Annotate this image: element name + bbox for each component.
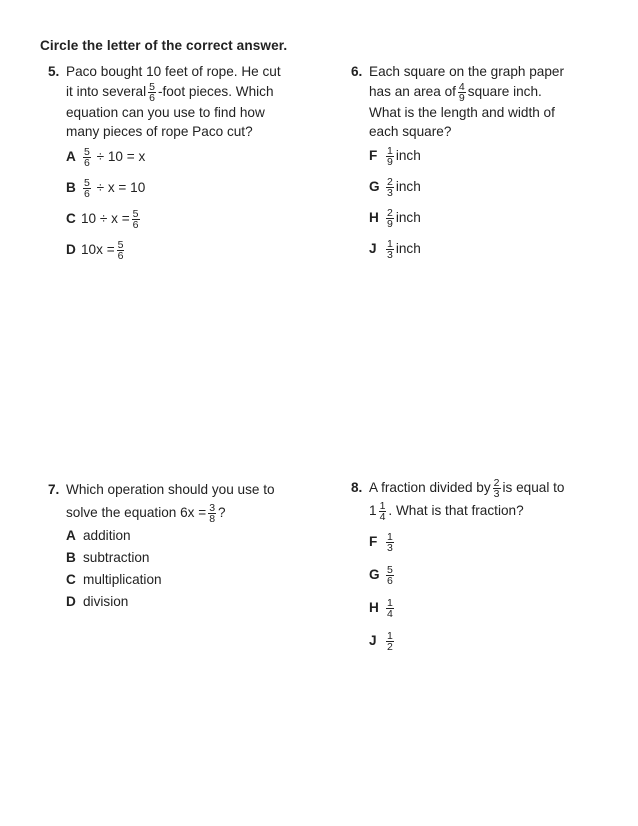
stem-text: -foot pieces. Which [157, 84, 274, 100]
option-letter: A [66, 528, 76, 543]
denominator: 6 [149, 92, 155, 104]
whole-number: 1 [369, 503, 377, 519]
numerator: 1 [387, 531, 393, 543]
denominator: 6 [117, 250, 124, 262]
option-letter: C [66, 572, 76, 587]
denominator: 9 [387, 156, 393, 168]
numerator: 2 [493, 477, 500, 489]
numerator: 2 [387, 176, 393, 188]
option-text: inch [395, 179, 421, 195]
fraction [148, 82, 156, 103]
fraction [386, 239, 394, 260]
option-text: addition [83, 528, 131, 543]
fraction [386, 208, 394, 229]
stem-text: is equal to [502, 480, 565, 496]
denominator: 4 [387, 608, 393, 620]
question-7 [48, 480, 328, 524]
numerator: 2 [387, 207, 393, 219]
numerator: 1 [387, 630, 393, 642]
stem-line [66, 503, 328, 524]
answer-option-j[interactable] [369, 239, 421, 260]
stem-line [369, 478, 613, 499]
question-8 [351, 478, 613, 522]
stem-text: square inch. [467, 84, 542, 100]
question-stem [369, 478, 613, 522]
stem-line: Which operation should you use to [66, 482, 275, 497]
fraction [83, 147, 91, 168]
fraction [386, 631, 394, 652]
fraction [386, 598, 394, 619]
option-letter: F [369, 148, 378, 164]
stem-text: it into several [66, 84, 147, 100]
option-text: multiplication [83, 572, 162, 587]
fraction [132, 209, 140, 230]
question-5 [48, 62, 323, 141]
option-text: inch [395, 241, 421, 257]
option-text: division [83, 594, 129, 609]
answer-option-b[interactable] [66, 178, 145, 199]
fraction [493, 478, 501, 499]
stem-line [369, 501, 613, 522]
answer-option-h[interactable] [369, 208, 421, 229]
option-letter: D [66, 594, 76, 609]
answer-option-g[interactable] [369, 177, 421, 198]
stem-line: Paco bought 10 feet of rope. He cut [66, 64, 281, 79]
answer-option-f[interactable] [369, 146, 421, 167]
option-letter: D [66, 242, 76, 258]
fraction [117, 240, 125, 261]
option-letter: G [369, 179, 380, 195]
denominator: 8 [209, 513, 216, 525]
option-text: inch [395, 210, 421, 226]
answer-option-d[interactable] [66, 240, 126, 261]
answer-option-h[interactable] [369, 598, 396, 619]
option-text: 10x = [81, 242, 115, 258]
fraction [83, 178, 91, 199]
question-6 [351, 62, 613, 141]
numerator: 1 [387, 145, 393, 157]
question-number: 7. [48, 482, 60, 497]
fraction [386, 177, 394, 198]
numerator: 5 [149, 81, 155, 93]
stem-line: each square? [369, 124, 452, 139]
answer-option-a[interactable] [66, 528, 131, 543]
fraction [208, 503, 216, 524]
stem-line: many pieces of rope Paco cut? [66, 124, 253, 139]
option-letter: F [369, 534, 378, 550]
option-text: inch [395, 148, 421, 164]
option-letter: J [369, 633, 377, 649]
denominator: 3 [387, 542, 393, 554]
denominator: 6 [84, 157, 90, 169]
numerator: 5 [84, 146, 90, 158]
numerator: 5 [117, 239, 124, 251]
stem-line: equation can you use to find how [66, 105, 265, 120]
fraction [386, 146, 394, 167]
option-text: 10 ÷ x = [81, 211, 130, 227]
option-letter: B [66, 180, 76, 196]
answer-option-j[interactable] [369, 631, 396, 652]
question-number: 6. [351, 64, 363, 79]
denominator: 2 [387, 641, 393, 653]
instructions: Circle the letter of the correct answer. [40, 38, 288, 53]
denominator: 3 [387, 249, 393, 261]
question-stem [66, 62, 323, 141]
question-number: 8. [351, 480, 363, 495]
option-text: ÷ 10 = x [96, 149, 146, 165]
fraction [386, 532, 394, 553]
answer-option-d[interactable] [66, 594, 128, 609]
numerator: 1 [387, 238, 393, 250]
answer-option-g[interactable] [369, 565, 396, 586]
denominator: 4 [379, 511, 386, 523]
denominator: 3 [387, 187, 393, 199]
numerator: 3 [209, 502, 216, 514]
option-letter: A [66, 149, 76, 165]
option-text: subtraction [83, 550, 150, 565]
question-number: 5. [48, 64, 60, 79]
denominator: 3 [493, 488, 500, 500]
numerator: 5 [84, 177, 90, 189]
question-stem [66, 480, 328, 524]
stem-line: Each square on the graph paper [369, 64, 564, 79]
stem-text: solve the equation 6x = [66, 505, 207, 521]
answer-option-c[interactable] [66, 209, 142, 230]
numerator: 1 [387, 597, 393, 609]
stem-line [66, 82, 323, 103]
numerator: 1 [379, 500, 386, 512]
option-letter: B [66, 550, 76, 565]
stem-text: A fraction divided by [369, 480, 491, 496]
denominator: 6 [387, 575, 393, 587]
numerator: 5 [132, 208, 139, 220]
option-text: ÷ x = 10 [96, 180, 146, 196]
stem-text: has an area of [369, 84, 456, 100]
question-stem [369, 62, 613, 141]
option-letter: C [66, 211, 76, 227]
option-letter: H [369, 210, 379, 226]
stem-text: ? [218, 505, 226, 521]
denominator: 9 [387, 218, 393, 230]
denominator: 6 [132, 219, 139, 231]
answer-option-b[interactable] [66, 550, 150, 565]
option-letter: J [369, 241, 377, 257]
answer-option-f[interactable] [369, 532, 396, 553]
fraction [386, 565, 394, 586]
fraction [379, 501, 387, 522]
denominator: 6 [84, 188, 90, 200]
stem-line: What is the length and width of [369, 105, 555, 120]
stem-text: . What is that fraction? [388, 503, 524, 519]
option-letter: H [369, 600, 379, 616]
numerator: 4 [458, 81, 465, 93]
answer-option-c[interactable] [66, 572, 162, 587]
numerator: 5 [387, 564, 393, 576]
fraction [458, 82, 466, 103]
answer-option-a[interactable] [66, 147, 145, 168]
denominator: 9 [458, 92, 465, 104]
stem-line [369, 82, 613, 103]
option-letter: G [369, 567, 380, 583]
